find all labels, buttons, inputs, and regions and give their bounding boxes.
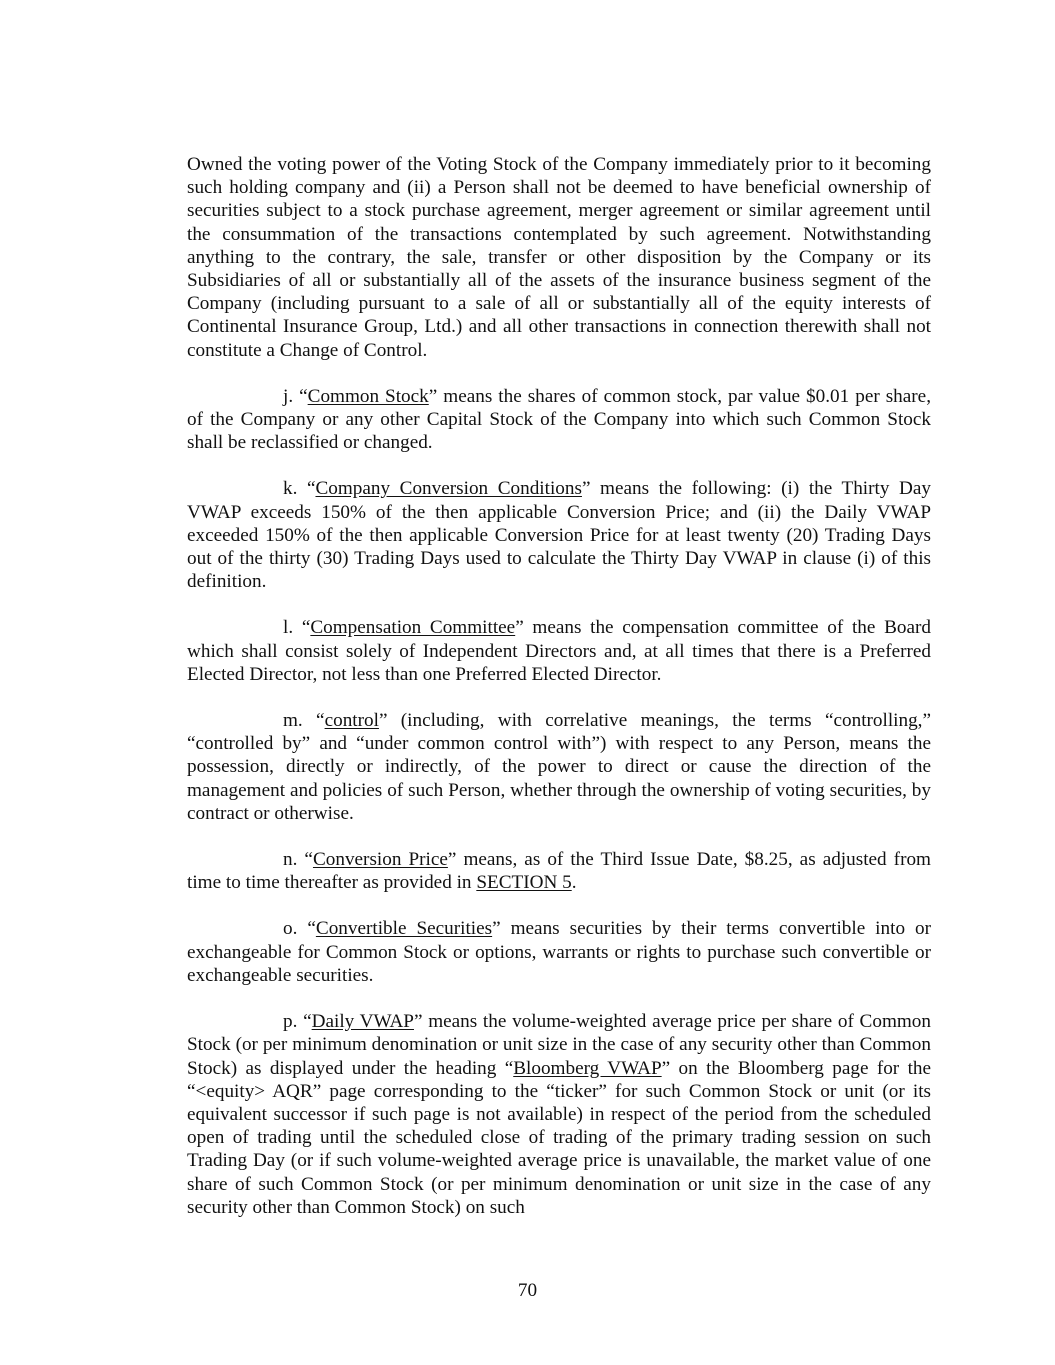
definition-text: ” means securities by their terms convertible into or exchangeable for Common Stock or options, warrants or rights to purchase such convertible or exchangeable securities. (187, 918, 931, 986)
defined-term: Common Stock (307, 385, 429, 407)
definition-common-stock (187, 385, 931, 455)
defined-term: Daily VWAP (311, 1011, 414, 1033)
definition-text: ” means the volume-weighted average price per share of Common Stock (or per minimum denomination or unit size in the case of any security other than Common Stock) as displayed under the heading “ (187, 1011, 931, 1079)
continuation-paragraph: Owned the voting power of the Voting Stock of the Company immediately prior to it becoming such holding company and (ii) a Person shall not be deemed to have beneficial ownership of securities subject to a stock purchase agreement, merger agreement or similar agreement until the consummation of the transactions contemplated by such agreement. Notwithstanding anything to the contrary, the sale, transfer or other disposition by the Company or its Subsidiaries of all or substantially all of the assets of the insurance business segment of the Company (including pursuant to a sale of all or substantially all of the equity interests of Continental Insurance Group, Ltd.) and all other transactions in connection therewith shall not constitute a Change of Control. (187, 154, 931, 361)
definition-suffix: . (571, 872, 577, 894)
definition-text-continued: ” on the Bloomberg page for the “<equity> AQR” page corresponding to the “ticker” for such Common Stock or unit (or its equivalent successor if such page is not available) in respect of the period from the scheduled open of trading until the scheduled close of trading of the primary trading session on such Trading Day (or if such volume-weighted average price is unavailable, the market value of one share of such Common Stock (or per minimum denomination or unit size in the case of any security other than Common Stock) on such (187, 1057, 932, 1218)
defined-term: control (324, 710, 379, 732)
definition-prefix: n. “ (283, 849, 313, 871)
page-number: 70 (517, 1280, 538, 1301)
defined-term: Company Conversion Conditions (315, 478, 582, 500)
definition-text: ” (including, with correlative meanings, the terms “controlling,” “controlled by” and “under common control with”) with respect to any Person, means the possession, directly or indirectly, of the power to direct or cause the direction of the management and policies of such Person, whether through the ownership of voting securities, by contract or otherwise. (187, 710, 931, 824)
definition-prefix: p. “ (283, 1011, 312, 1033)
definition-compensation-committee (187, 616, 931, 686)
definition-company-conversion-conditions (187, 477, 931, 593)
definition-prefix: m. “ (283, 710, 325, 732)
definition-prefix: j. “ (283, 385, 308, 407)
definition-prefix: o. “ (283, 918, 316, 940)
defined-term: Conversion Price (312, 849, 448, 871)
defined-term: Convertible Securities (315, 918, 493, 940)
definition-conversion-price (187, 848, 931, 894)
defined-term-bloomberg-vwap: Bloomberg VWAP (513, 1057, 662, 1079)
definition-control (187, 709, 931, 825)
definition-daily-vwap (187, 1010, 931, 1219)
definition-prefix: l. “ (283, 617, 311, 639)
definition-convertible-securities (187, 917, 931, 987)
defined-term: Compensation Committee (310, 617, 516, 639)
definition-text: ” means, as of the Third Issue Date, $8.25, as adjusted from time to time thereafter as provided in (187, 849, 931, 894)
document-body (187, 153, 931, 1242)
definition-text: ” means the shares of common stock, par value $0.01 per share, of the Company or any other Capital Stock of the Company into which such Common Stock shall be reclassified or changed. (187, 385, 931, 454)
definition-text: ” means the following: (i) the Thirty Day VWAP exceeds 150% of the then applicable Conversion Price; and (ii) the Daily VWAP exceeded 150% of the then applicable Conversion Price for at least twenty (20) Trading Days out of the thirty (30) Trading Days used to calculate the Thirty Day VWAP in clause (i) of this definition. (187, 478, 931, 593)
definition-text: ” means the compensation committee of the Board which shall consist solely of Independent Directors and, at all times that there is a Preferred Elected Director, not less than one Preferred Elected Director. (187, 617, 931, 685)
section-reference: SECTION 5 (476, 872, 572, 894)
definition-prefix: k. “ (283, 478, 316, 500)
